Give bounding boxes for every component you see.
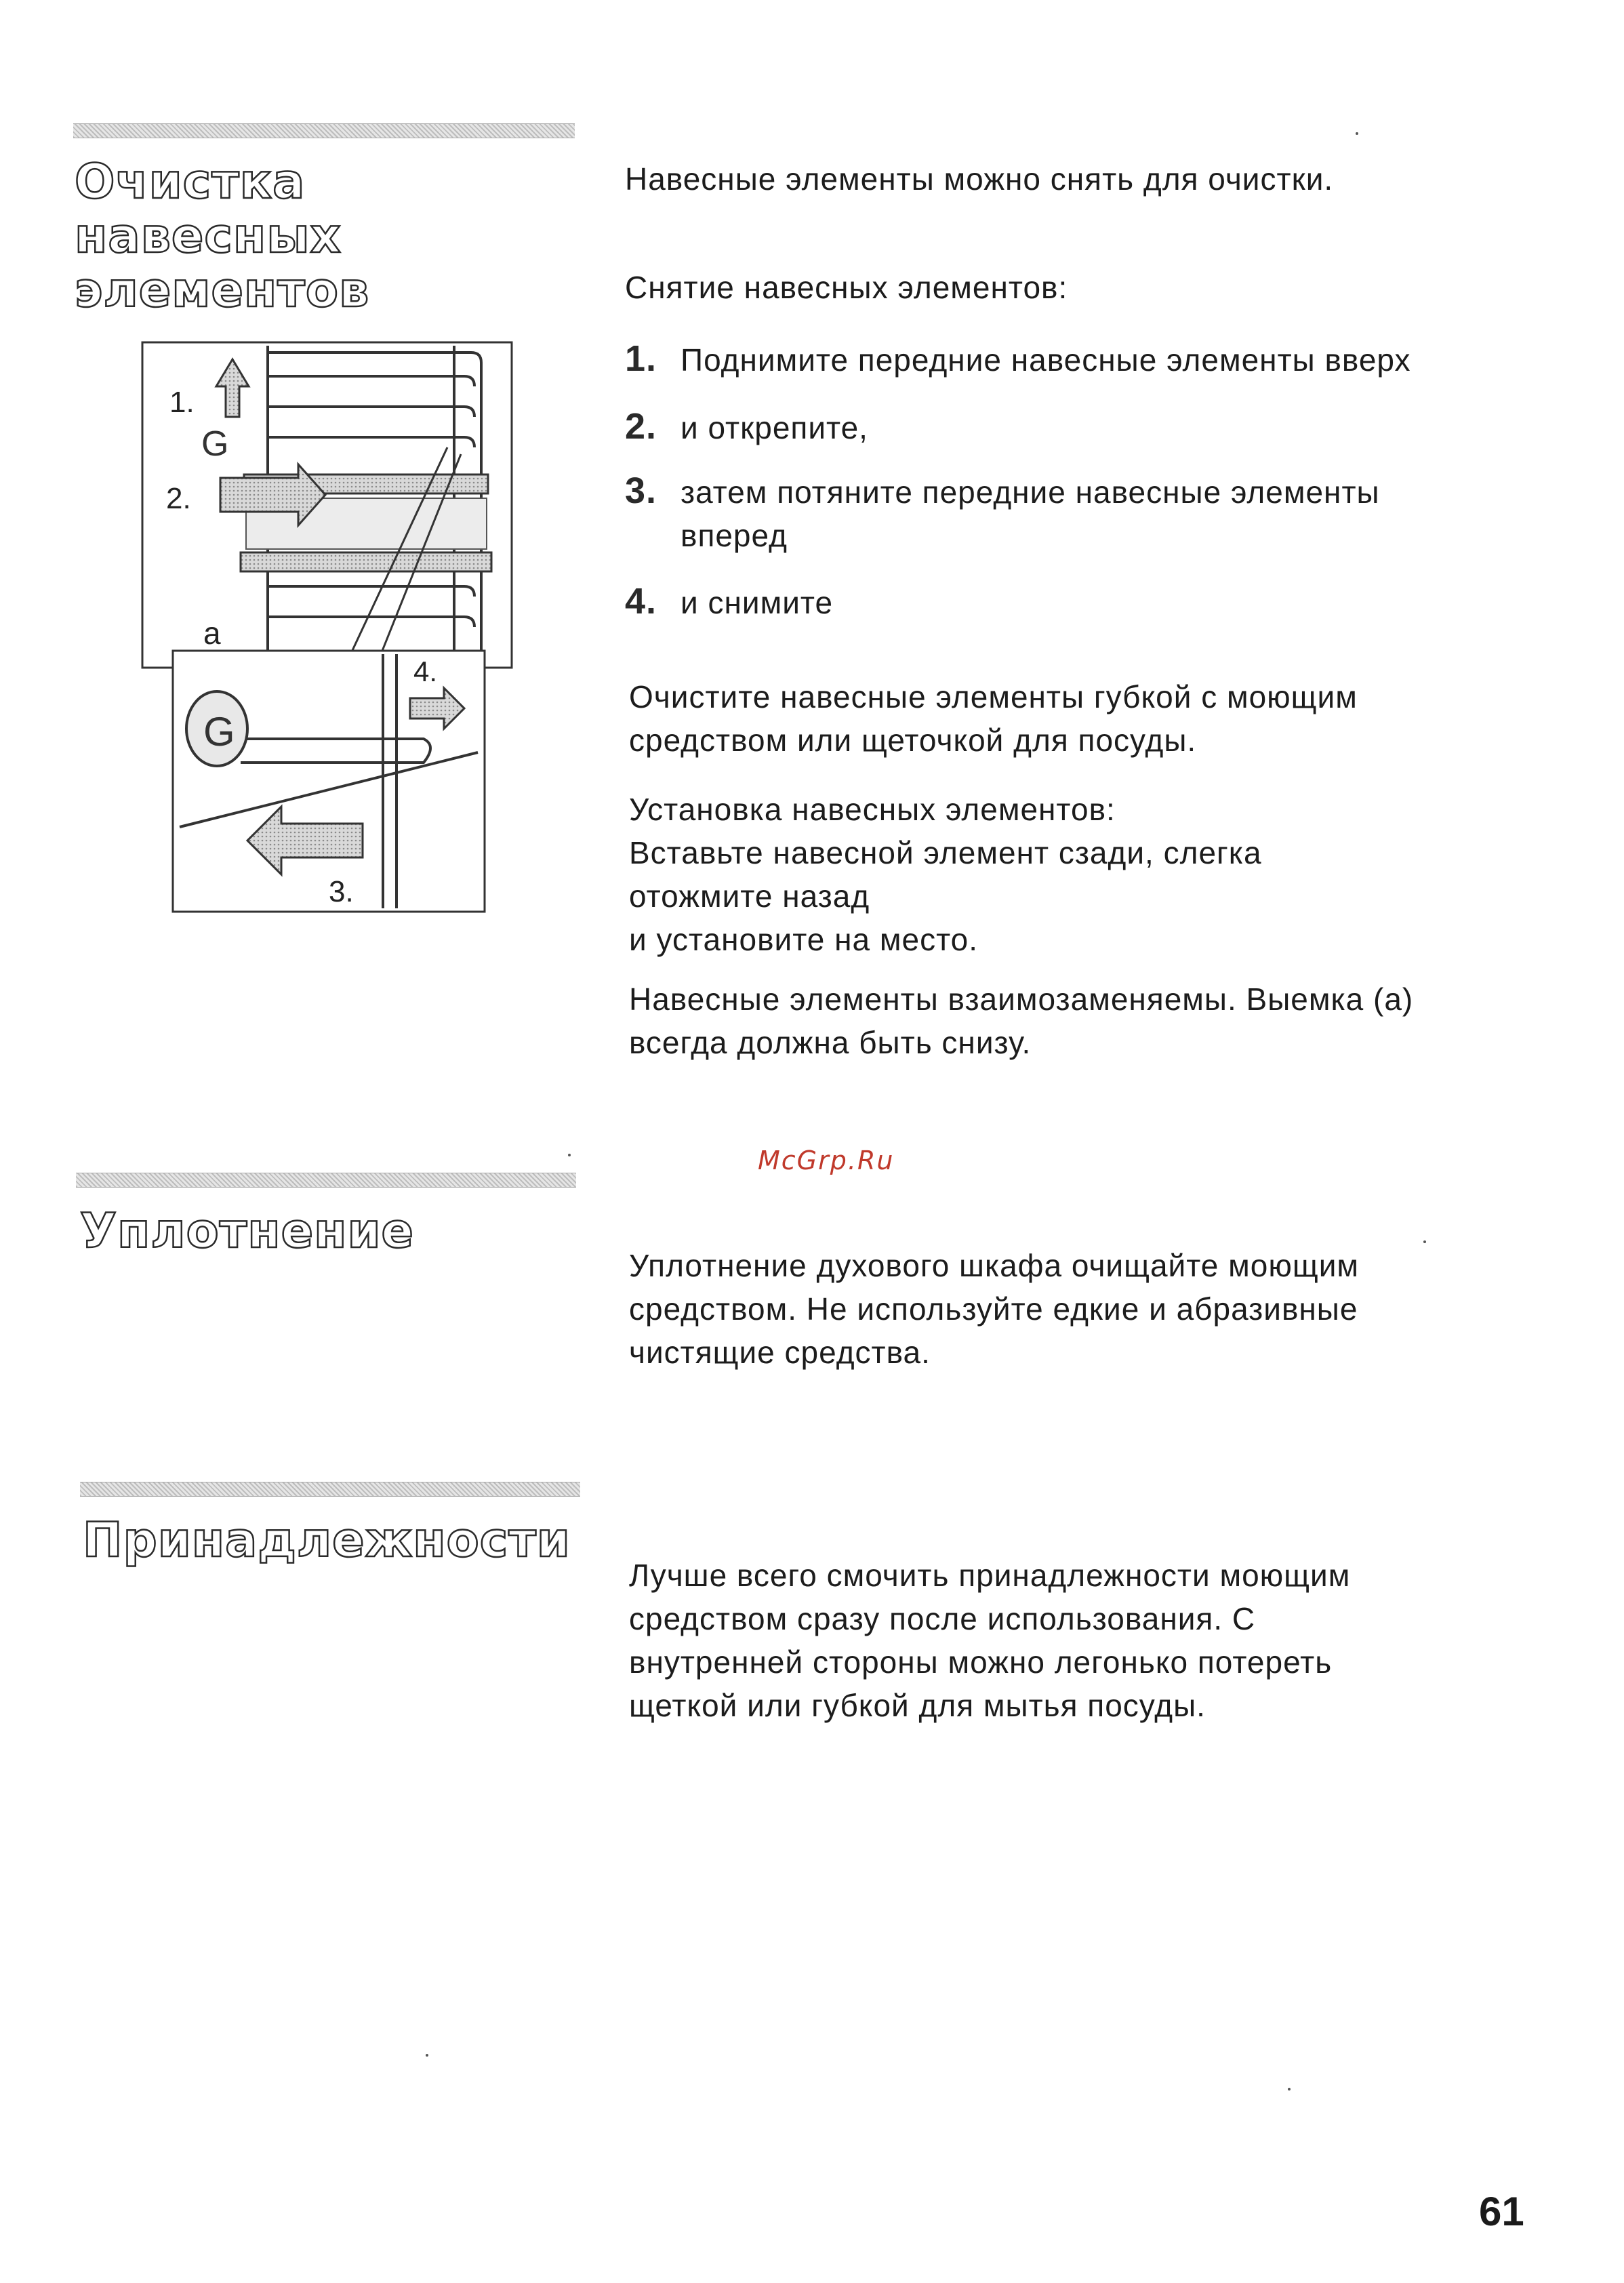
step-3: 3. затем потяните передние навесные элементы вперед bbox=[625, 470, 1380, 553]
detail-frame bbox=[173, 651, 485, 912]
scan-speck bbox=[1423, 1240, 1426, 1243]
section-divider-hangers bbox=[73, 123, 575, 138]
figure-label-step1: 1. bbox=[169, 386, 195, 419]
interchange-paragraph: Навесные элементы взаимозаменяемы. Выемка (а) всегда должна быть снизу. bbox=[629, 982, 1414, 1060]
figure-label-step3: 3. bbox=[329, 875, 354, 908]
step-2: 2. и открепите, bbox=[625, 406, 868, 447]
removal-heading: Снятие навесных элементов: bbox=[625, 270, 1068, 305]
svg-text:G: G bbox=[203, 709, 235, 754]
figure-label-step4: 4. bbox=[413, 655, 438, 687]
watermark: McGrp.Ru bbox=[758, 1146, 895, 1175]
step-4: 4. и снимите bbox=[625, 581, 834, 622]
step-1: 1. Поднимите передние навесные элементы вверх bbox=[625, 338, 1411, 379]
cleaning-paragraph: Очистите навесные элементы губкой с моющим средством или щеточкой для посуды. bbox=[629, 679, 1358, 758]
hanger-bar-lower bbox=[241, 552, 491, 571]
figure-label-a: a bbox=[203, 615, 221, 651]
accessories-paragraph: Лучше всего смочить принадлежности моющим средством сразу после использования. С внутренней стороны можно легонько потереть щеткой или губкой для мытья посуды. bbox=[629, 1558, 1351, 1723]
section-title-seal: Уплотнение bbox=[80, 1203, 414, 1259]
install-paragraph: Установка навесных элементов: Вставьте навесной элемент сзади, слегка отожмите назад и установите на место. bbox=[629, 792, 1262, 957]
seal-paragraph: Уплотнение духового шкафа очищайте моющим средством. Не используйте едкие и абразивные чистящие средства. bbox=[629, 1248, 1360, 1370]
section-title-hangers: Очистка навесных элементов bbox=[75, 154, 370, 318]
scan-speck bbox=[426, 2054, 428, 2057]
hanger-removal-illustration bbox=[139, 339, 519, 922]
page-number: 61 bbox=[1479, 2189, 1524, 2234]
scan-speck bbox=[1288, 2088, 1291, 2090]
hook-icon: G bbox=[201, 424, 229, 464]
hangers-intro: Навесные элементы можно снять для очистки. bbox=[625, 161, 1334, 197]
figure-label-step2: 2. bbox=[166, 482, 191, 515]
section-title-accessories: Принадлежности bbox=[83, 1512, 571, 1568]
scan-speck bbox=[1356, 132, 1358, 135]
scan-speck bbox=[568, 1154, 571, 1156]
section-divider-accessories bbox=[80, 1482, 580, 1497]
